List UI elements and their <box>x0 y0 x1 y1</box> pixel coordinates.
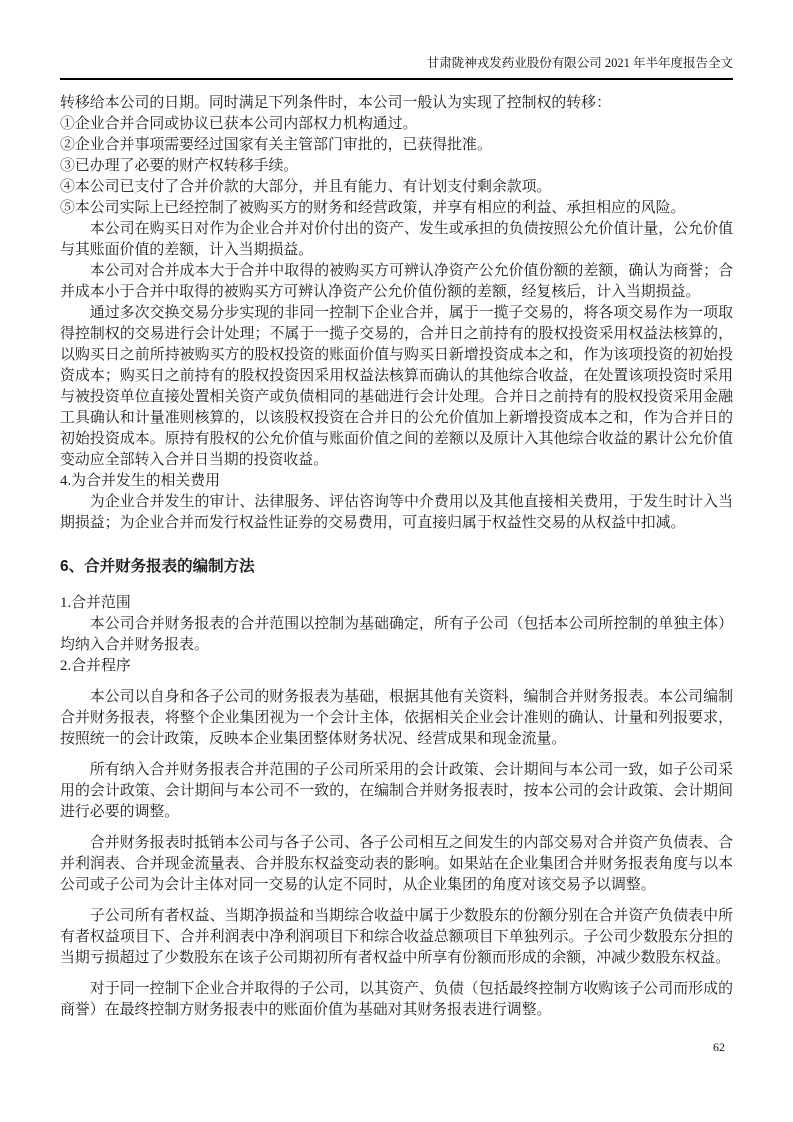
paragraph: 本公司在购买日对作为企业合并对价付出的资产、发生或承担的负债按照公允价值计量，公允价值与其账面价值的差额，计入当期损益。 <box>60 221 733 258</box>
paragraph: 本公司对合并成本大于合并中取得的被购买方可辨认净资产公允价值份额的差额，确认为商誉；合并成本小于合并中取得的被购买方可辨认净资产公允价值份额的差额，经复核后，计入当期损益。 <box>60 263 733 300</box>
list-item-2: ②企业合并事项需要经过国家有关主管部门审批的，已获得批准。 <box>60 137 492 153</box>
paragraph: 转移给本公司的日期。同时满足下列条件时，本公司一般认为实现了控制权的转移： <box>60 95 611 111</box>
page-header <box>60 0 733 80</box>
paragraph: 本公司合并财务报表的合并范围以控制为基础确定，所有子公司（包括本公司所控制的单独主体）均纳入合并财务报表。 <box>60 616 733 653</box>
page-footer <box>713 1040 725 1055</box>
paragraph: 为企业合并发生的审计、法律服务、评估咨询等中介费用以及其他直接相关费用，于发生时计入当期损益；为企业合并而发行权益性证券的交易费用，可直接归属于权益性交易的从权益中扣减。 <box>60 494 733 531</box>
paragraph: 本公司以自身和各子公司的财务报表为基础，根据其他有关资料，编制合并财务报表。本公司编制合并财务报表，将整个企业集团视为一个会计主体，依据相关企业会计准则的确认、计量和列报要求，按照统一的会计政策，反映本企业集团整体财务状况、经营成果和现金流量。 <box>60 689 733 747</box>
subsection-label: 1.合并范围 <box>60 595 131 611</box>
paragraph: 对于同一控制下企业合并取得的子公司，以其资产、负债（包括最终控制方收购该子公司而形成的商誉）在最终控制方财务报表中的账面价值为基础对其财务报表进行调整。 <box>60 981 733 1018</box>
page-number: 62 <box>713 1040 725 1054</box>
paragraph: 所有纳入合并财务报表合并范围的子公司所采用的会计政策、会计期间与本公司一致，如子公司采用的会计政策、会计期间与本公司不一致的，在编制合并财务报表时，按本公司的会计政策、会计期间进行必要的调整。 <box>60 762 733 820</box>
document-body <box>60 80 733 1021</box>
paragraph: 合并财务报表时抵销本公司与各子公司、各子公司相互之间发生的内部交易对合并资产负债表、合并利润表、合并现金流量表、合并股东权益变动表的影响。如果站在企业集团合并财务报表角度与以本公司或子公司为会计主体对同一交易的认定不同时，从企业集团的角度对该交易予以调整。 <box>60 835 733 893</box>
list-item-5: ⑤本公司实际上已经控制了被购买方的财务和经营政策，并享有相应的利益、承担相应的风险。 <box>60 200 686 216</box>
paragraph: 子公司所有者权益、当期净损益和当期综合收益中属于少数股东的份额分别在合并资产负债表中所有者权益项目下、合并利润表中净利润项目下和综合收益总额项目下单独列示。子公司少数股东分担的当期亏损超过了少数股东在该子公司期初所有者权益中所享有份额而形成的余额，冲减少数股东权益。 <box>60 908 733 966</box>
section-heading: 6、合并财务报表的编制方法 <box>60 558 255 575</box>
list-item-1: ①企业合并合同或协议已获本公司内部权力机构通过。 <box>60 116 418 132</box>
list-item-4: ④本公司已支付了合并价款的大部分，并且有能力、有计划支付剩余款项。 <box>60 179 552 195</box>
report-header-title: 甘肃陇神戎发药业股份有限公司 2021 年半年度报告全文 <box>426 56 733 70</box>
subsection-label: 4.为合并发生的相关费用 <box>60 473 221 489</box>
list-item-3: ③已办理了必要的财产权转移手续。 <box>60 158 299 174</box>
subsection-label: 2.合并程序 <box>60 658 131 674</box>
paragraph: 通过多次交换交易分步实现的非同一控制下企业合并，属于一揽子交易的，将各项交易作为一项取得控制权的交易进行会计处理；不属于一揽子交易的，合并日之前持有的股权投资采用权益法核算的，以购买日之前所持被购买方的股权投资的账面价值与购买日新增投资成本之和，作为该项投资的初始投资成本；购买日之前持有的股权投资因采用权益法核算而确认的其他综合收益，在处置该项投资时采用与被投资单位直接处置相关资产或负债相同的基础进行会计处理。合并日之前持有的股权投资采用金融工具确认和计量准则核算的，以该股权投资在合并日的公允价值加上新增投资成本之和，作为合并日的初始投资成本。原持有股权的公允价值与账面价值之间的差额以及原计入其他综合收益的累计公允价值变动应全部转入合并日当期的投资收益。 <box>60 305 733 468</box>
